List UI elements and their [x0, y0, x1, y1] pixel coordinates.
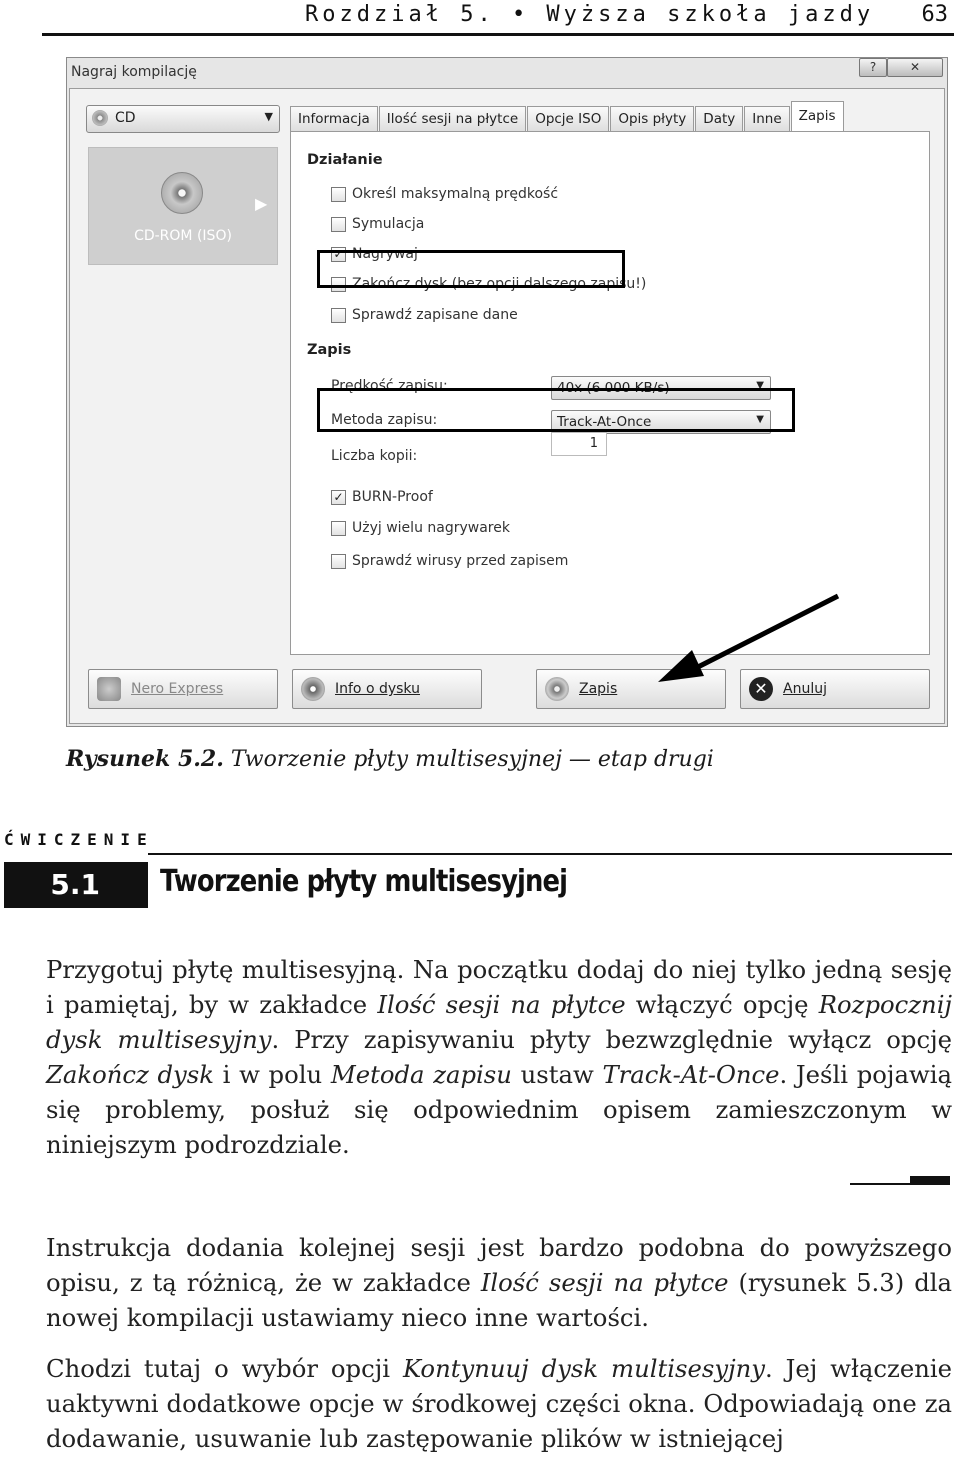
exercise-kicker: ĆWICZENIE: [4, 830, 154, 849]
checkbox[interactable]: [331, 217, 346, 232]
chevron-down-icon: ▼: [756, 380, 764, 391]
option-burn[interactable]: ✓ Nagrywaj: [331, 244, 418, 264]
cancel-icon: ✕: [749, 677, 773, 701]
disc-drive-icon: [161, 172, 203, 214]
checkbox-checked[interactable]: ✓: [331, 490, 346, 505]
dialog-title: Nagraj kompilację: [71, 64, 197, 80]
copies-label: Liczba kopii:: [331, 448, 418, 464]
help-button[interactable]: ?: [859, 58, 887, 77]
chevron-down-icon: ▼: [756, 414, 764, 425]
chevron-down-icon: ▼: [264, 110, 273, 123]
expand-arrow-icon[interactable]: ▶: [255, 194, 268, 213]
write-speed-label: Prędkość zapisu:: [331, 378, 448, 394]
option-finalize-disc[interactable]: Zakończ dysk (bez opcji dalszego zapisu!): [331, 274, 646, 294]
option-verify-data[interactable]: Sprawdź zapisane dane: [331, 305, 518, 325]
tab-other[interactable]: Inne: [744, 106, 789, 131]
tab-dates[interactable]: Daty: [695, 106, 743, 131]
figure-caption: [66, 746, 714, 772]
tab-burn[interactable]: Zapis: [791, 101, 844, 132]
paragraph: Instrukcja dodania kolejnej sesji jest bardzo podobna do powyższego opisu, z tą różnicą, że w zakładce Ilość sesji na płytce (rysunek 5.3) dla nowej kompilacji ustawiamy nieco inne wartości.: [46, 1233, 952, 1332]
exercise-rule: [148, 853, 952, 855]
disc-info-icon: [301, 677, 325, 701]
checkbox[interactable]: [331, 521, 346, 536]
figure-label: Rysunek 5.2.: [66, 746, 224, 772]
exercise-end-marker: [910, 1176, 950, 1185]
write-method-select[interactable]: Track-At-Once ▼: [551, 410, 771, 434]
option-burn-proof[interactable]: ✓ BURN-Proof: [331, 487, 433, 507]
disc-info-button[interactable]: Info o dysku: [292, 669, 482, 709]
media-type-value: CD: [115, 110, 136, 126]
media-type-select[interactable]: [86, 105, 280, 133]
highlight-box-write-method: [317, 388, 795, 432]
action-section-label: Działanie: [307, 152, 383, 168]
write-method-label: Metoda zapisu:: [331, 412, 438, 428]
tab-informacja[interactable]: Informacja: [290, 106, 378, 131]
checkbox[interactable]: [331, 308, 346, 323]
page-number: 63: [921, 2, 948, 27]
tab-bar: [290, 101, 845, 131]
option-max-speed[interactable]: Określ maksymalną prędkość: [331, 184, 558, 204]
write-section-label: Zapis: [307, 342, 352, 358]
figure-caption-text: Tworzenie płyty multisesyjnej — etap drugi: [230, 747, 714, 772]
cd-icon: [92, 110, 108, 126]
checkbox[interactable]: [331, 187, 346, 202]
tab-iso-options[interactable]: Opcje ISO: [527, 106, 609, 131]
option-simulation[interactable]: Symulacja: [331, 214, 424, 234]
highlight-box-finalize: [317, 250, 625, 288]
recorder-panel[interactable]: [88, 147, 278, 265]
burn-disc-icon: [545, 677, 569, 701]
option-virus-check[interactable]: Sprawdź wirusy przed zapisem: [331, 551, 568, 571]
nero-express-icon: [97, 677, 121, 701]
exercise-end-rule: [850, 1183, 910, 1185]
tab-disc-label[interactable]: Opis płyty: [610, 106, 694, 131]
annotation-arrow-icon: [640, 592, 850, 692]
burn-button[interactable]: Zapis: [536, 669, 726, 709]
exercise-body: Przygotuj płytę multisesyjną. Na początku dodaj do niej tylko jedną sesję i pamiętaj, by w zakładce Ilość sesji na płytce włączyć opcję Rozpocznij dysk multisesyjny. Przy zapisywaniu płyty bezwzględnie wyłącz opcję Zakończ dysk i w polu Metoda zapisu ustaw Track-At-Once. Jeśli pojawią się problemy, posłuż się odpowiednim opisem zamieszczonym w niniejszym podrozdziale.: [46, 955, 952, 1159]
nero-express-button[interactable]: Nero Express: [88, 669, 278, 709]
close-button[interactable]: ✕: [887, 58, 943, 77]
paragraph: Chodzi tutaj o wybór opcji Kontynuuj dysk multisesyjny. Jej włączenie uaktywni dodatkowe opcje w środkowej części okna. Odpowiadają one za dodawanie, usuwanie lub zastępowanie plików w istniejącej: [46, 1354, 952, 1453]
copies-input[interactable]: 1: [551, 432, 607, 456]
recorder-label: CD-ROM (ISO): [134, 228, 232, 244]
cancel-button[interactable]: ✕ Anuluj: [740, 669, 930, 709]
tab-sessions[interactable]: Ilość sesji na płytce: [379, 106, 526, 131]
checkbox[interactable]: [331, 554, 346, 569]
running-header: Rozdział 5. • Wyższa szkoła jazdy: [305, 2, 875, 27]
write-speed-select[interactable]: 40x (6 000 KB/s) ▼: [551, 376, 771, 400]
burn-tab-panel: [290, 131, 930, 655]
checkbox-checked[interactable]: ✓: [331, 247, 346, 262]
option-multiple-recorders[interactable]: Użyj wielu nagrywarek: [331, 518, 510, 538]
exercise-title: Tworzenie płyty multisesyjnej: [160, 864, 568, 899]
exercise-number: 5.1: [4, 862, 148, 908]
header-rule: [42, 33, 954, 36]
